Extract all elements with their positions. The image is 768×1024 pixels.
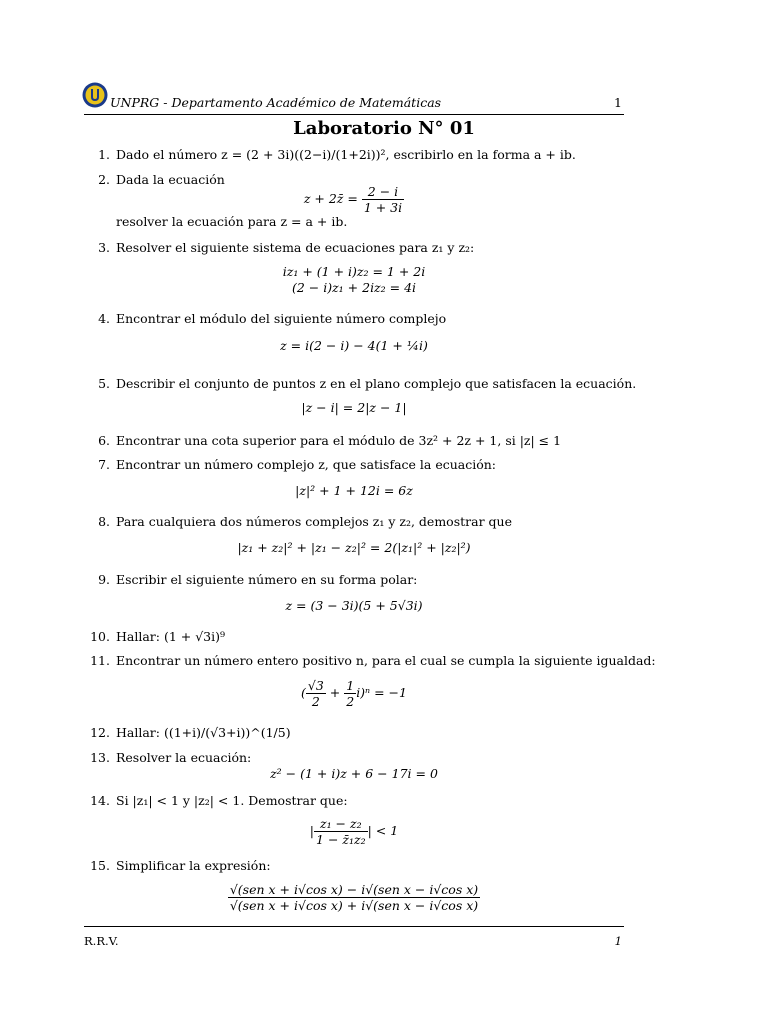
equation-15-denominator: √(sen x + i√cos x) + i√(sen x − i√cos x) bbox=[229, 898, 479, 913]
problem-number: 7. bbox=[98, 457, 110, 472]
equation-system-3 bbox=[84, 264, 624, 296]
equation-2: z + 2z̄ = $\frac{2 - i}{1 + 3i}$ bbox=[303, 184, 403, 215]
problem-number: 13. bbox=[90, 750, 110, 765]
equation-13: z² − (1 + i)z + 6 − 17i = 0 bbox=[270, 766, 438, 781]
problem-text: Dada la ecuación bbox=[116, 172, 225, 187]
equation-5: |z − i| = 2|z − 1| bbox=[301, 400, 407, 415]
equation-7: |z|² + 1 + 12i = 6z bbox=[295, 483, 413, 498]
footer-author: R.R.V. bbox=[84, 934, 119, 948]
problem-number: 6. bbox=[98, 433, 110, 448]
problem-text: Dado el número z = (2 + 3i)((2−i)/(1+2i))², escribirlo en la forma a + ib. bbox=[116, 147, 576, 162]
problem-number: 8. bbox=[98, 514, 110, 529]
problem-text: Encontrar una cota superior para el módulo de 3z² + 2z + 1, si |z| ≤ 1 bbox=[116, 433, 562, 448]
problem-number: 3. bbox=[98, 240, 110, 255]
problem-text: Hallar: ((1+i)/(√3+i))^(1/5) bbox=[116, 725, 291, 740]
problem-number: 11. bbox=[90, 653, 110, 668]
problem-number: 1. bbox=[98, 147, 110, 162]
header-institution: UNPRG - Departamento Académico de Matemáticas bbox=[110, 95, 442, 110]
equation-15 bbox=[84, 882, 624, 913]
problem-text: Simplificar la expresión: bbox=[116, 858, 271, 873]
problem-text: Encontrar un número complejo z, que satisface la ecuación: bbox=[116, 457, 497, 472]
problem-text: Encontrar el módulo del siguiente número complejo bbox=[116, 311, 447, 326]
equation-row: iz₁ + (1 + i)z₂ = 1 + 2i bbox=[282, 264, 426, 279]
equation-9: z = (3 − 3i)(5 + 5√3i) bbox=[285, 598, 423, 613]
problem-number: 2. bbox=[98, 172, 110, 187]
equation-14: | $\frac{\text{z₁ − z₂}}{\text{1 − z̄₁z₂}}$ | < 1 bbox=[309, 816, 399, 847]
equation-row: (2 − i)z₁ + 2iz₂ = 4i bbox=[291, 280, 417, 295]
problem-text: Escribir el siguiente número en su forma polar: bbox=[116, 572, 418, 587]
equation-8: |z₁ + z₂|² + |z₁ − z₂|² = 2(|z₁|² + |z₂|²) bbox=[237, 540, 471, 555]
footer-page-number: 1 bbox=[614, 934, 622, 948]
problem-number: 14. bbox=[90, 793, 110, 808]
problem-text: Resolver el siguiente sistema de ecuaciones para z₁ y z₂: bbox=[116, 240, 475, 255]
problem-number: 9. bbox=[98, 572, 110, 587]
equation-11: ( $\frac{√3}{2}$ + $\frac{1}{2}$ i)ⁿ = −1 bbox=[301, 678, 407, 709]
problem-text: Para cualquiera dos números complejos z₁ y z₂, demostrar que bbox=[116, 514, 512, 529]
page-footer bbox=[84, 926, 624, 947]
equation-15-numerator: √(sen x + i√cos x) − i√(sen x − i√cos x) bbox=[229, 882, 479, 897]
problem-number: 4. bbox=[98, 311, 110, 326]
problem-text: Resolver la ecuación: bbox=[116, 750, 252, 765]
problem-number: 12. bbox=[90, 725, 110, 740]
equation-4: z = i(2 − i) − 4(1 + ¼i) bbox=[280, 338, 428, 353]
problem-text: Encontrar un número entero positivo n, para el cual se cumpla la siguiente igualdad: bbox=[116, 653, 656, 668]
university-logo-icon bbox=[82, 82, 108, 108]
document-title: Laboratorio N° 01 bbox=[293, 118, 475, 139]
problem-text-after: resolver la ecuación para z = a + ib. bbox=[116, 214, 348, 229]
problem-number: 5. bbox=[98, 376, 110, 391]
problem-text: Hallar: (1 + √3i)⁹ bbox=[116, 629, 226, 644]
page-header bbox=[84, 82, 624, 115]
header-page-number: 1 bbox=[614, 95, 622, 110]
problem-number: 10. bbox=[90, 629, 110, 644]
problem-number: 15. bbox=[90, 858, 110, 873]
problem-text: Describir el conjunto de puntos z en el plano complejo que satisfacen la ecuación. bbox=[116, 376, 637, 391]
problem-text: Si |z₁| < 1 y |z₂| < 1. Demostrar que: bbox=[116, 793, 348, 808]
